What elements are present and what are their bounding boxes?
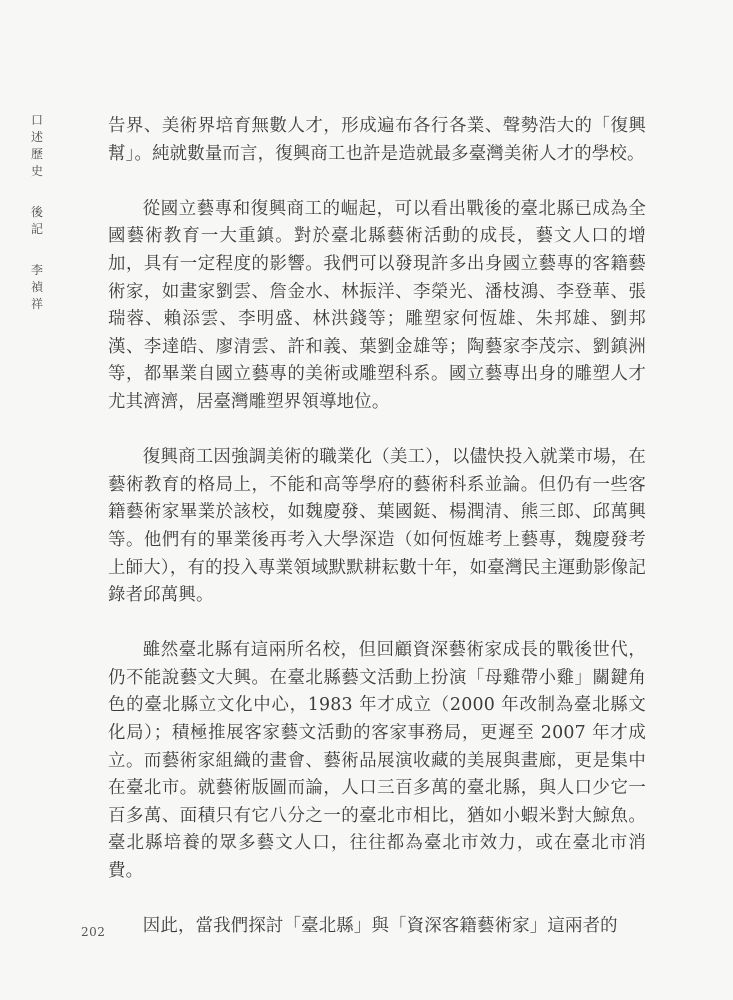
section-title: 後 記 [30, 205, 43, 236]
paragraph-5: 因此，當我們探討「臺北縣」與「資深客籍藝術家」這兩者的 [142, 916, 618, 937]
paragraph-3: 復興商工因強調美術的職業化（美工），以儘快投入就業市場，在藝術教育的格局上，不能和高等學府的藝術科系並論。但仍有一些客籍藝術家畢業於該校，如魏慶發、葉國鋌、楊潤清、熊三郎、邱萬興等。他們有的畢業後再考入大學深造（如何恆雄考上藝專，魏慶發考上師大），有的投入專業領域默默耕耘數十年，如臺灣民主運動影像記錄者邱萬興。 [108, 447, 646, 606]
paragraph-4: 雖然臺北縣有這兩所名校，但回顧資深藝術家成長的戰後世代，仍不能說藝文大興。在臺北縣藝文活動上扮演「母雞帶小雞」關鍵角色的臺北縣立文化中心，1983 年才成立（2000 年改制為臺北縣文化局）；積極推展客家藝文活動的客家事務局，更遲至 2007 年才成立。而藝術家組織的畫會、藝術品展演收藏的美展與畫廊，更是集中在臺北市。就藝術版圖而論，人口三百多萬的臺北縣，與人口少它一百多萬、面積只有它八分之一的臺北市相比，猶如小蝦米對大鯨魚。臺北縣培養的眾多藝文人口，往往都為臺北市效力，或在臺北市消費。 [108, 640, 646, 882]
page-number: 202 [81, 925, 106, 939]
body-text [108, 113, 646, 941]
author-name: 李 禎 祥 [30, 263, 43, 311]
book-title: 口 述 歷 史 [30, 113, 43, 178]
paragraph-2: 從國立藝專和復興商工的崛起，可以看出戰後的臺北縣已成為全國藝術教育一大重鎮。對於臺北縣藝術活動的成長，藝文人口的增加，具有一定程度的影響。我們可以發現許多出身國立藝專的客籍藝術家，如畫家劉雲、詹金水、林振洋、李榮光、潘枝鴻、李登華、張瑞蓉、賴添雲、李明盛、林洪錢等；雕塑家何恆雄、朱邦雄、劉邦漢、李達皓、廖清雲、許和義、葉劉金雄等；陶藝家李茂宗、劉鎮洲等，都畢業自國立藝專的美術或雕塑科系。國立藝專出身的雕塑人才尤其濟濟，居臺灣雕塑界領導地位。 [108, 198, 646, 412]
paragraph-1: 告界、美術界培育無數人才，形成遍布各行各業、聲勢浩大的「復興幫」。純就數量而言，復興商工也許是造就最多臺灣美術人才的學校。 [108, 116, 646, 164]
running-header-vertical [28, 112, 46, 313]
